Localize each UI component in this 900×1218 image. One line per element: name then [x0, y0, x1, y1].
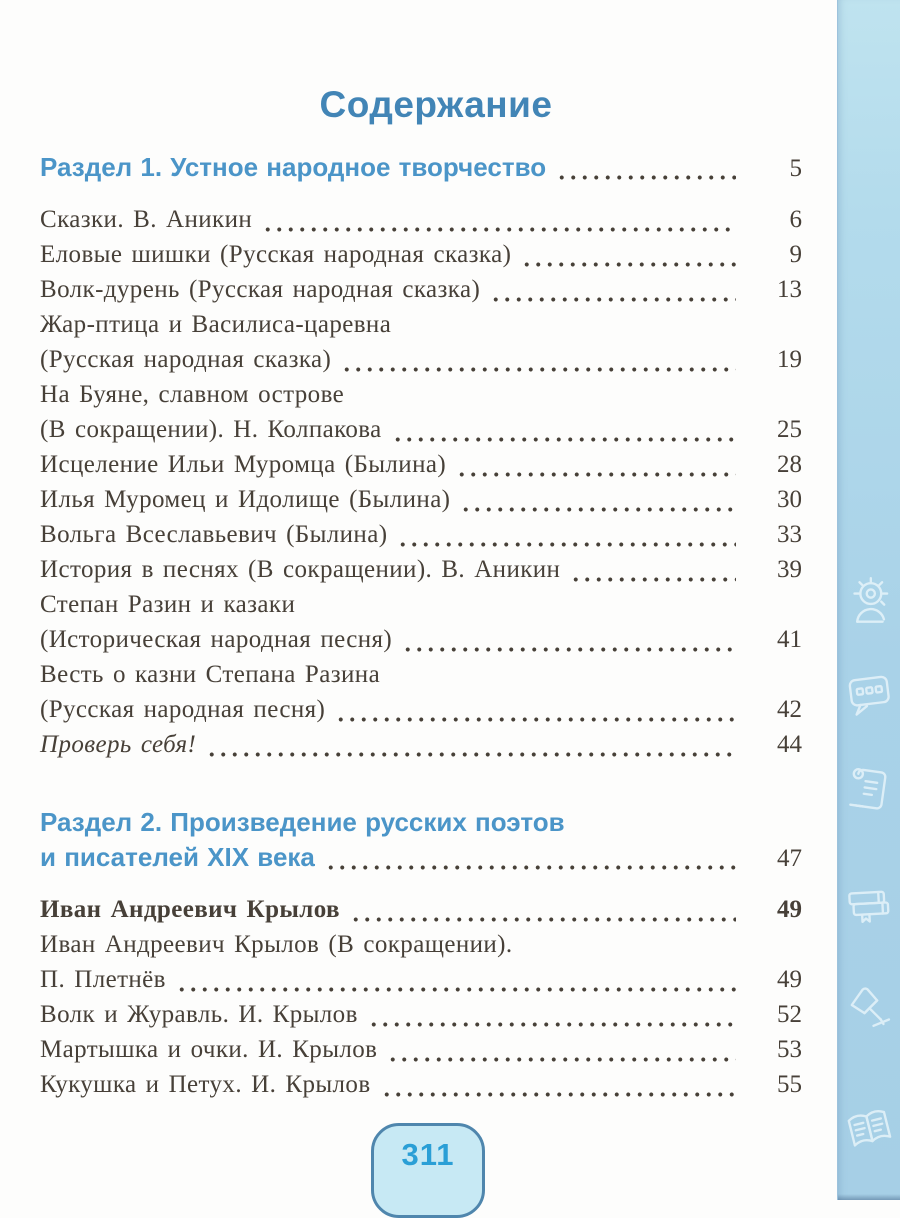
toc-line: [40, 587, 802, 622]
open-book-icon: [840, 1082, 898, 1172]
toc-line: [40, 622, 802, 657]
toc-entry: [40, 892, 802, 927]
toc-line: [40, 482, 802, 517]
dot-leader: [368, 997, 736, 1032]
page-number-badge: [371, 1123, 485, 1218]
dot-leader: [402, 622, 736, 657]
toc-line-text: Раздел 1. Устное народное творчество: [40, 152, 547, 182]
toc-line-text: и писателей XIX века: [40, 842, 315, 872]
toc-entry: [40, 1067, 802, 1102]
toc-page-number: 33: [777, 521, 802, 548]
toc-line-text: Исцеление Ильи Муромца (Былина): [40, 451, 447, 478]
toc-line-text: Волк-дурень (Русская народная сказка): [40, 276, 481, 303]
toc-page-number: 49: [777, 966, 802, 993]
toc-line: [40, 272, 802, 307]
toc-page-number: 52: [777, 1001, 802, 1028]
toc-line: [40, 1032, 802, 1067]
dot-leader: [460, 482, 736, 517]
toc-entry: [40, 927, 802, 997]
toc-page-number: 39: [777, 556, 802, 583]
toc-entry: [40, 517, 802, 552]
toc-entry: [40, 727, 802, 762]
dot-leader: [341, 342, 736, 377]
toc-line: [40, 150, 802, 185]
dot-leader: [176, 962, 736, 997]
toc-line-text: П. Плетнёв: [40, 966, 166, 993]
toc-line-text: Мартышка и очки. И. Крылов: [40, 1036, 378, 1063]
toc-entry: [40, 202, 802, 237]
toc-line-text: Иван Андреевич Крылов: [40, 896, 340, 923]
toc-entry: [40, 552, 802, 587]
books-stack-icon: [840, 874, 898, 940]
dot-leader: [521, 237, 736, 272]
toc-entry: [40, 482, 802, 517]
toc-line-text: Вольга Всеславьевич (Былина): [40, 521, 388, 548]
toc-line-text: (Русская народная сказка): [40, 346, 332, 373]
toc-entry: [40, 307, 802, 377]
page-number: 311: [401, 1137, 455, 1172]
toc-line-text: Волк и Журавль. И. Крылов: [40, 1001, 358, 1028]
toc-line-text: Иван Андреевич Крылов (В сокращении).: [40, 931, 513, 958]
toc-entry: [40, 377, 802, 447]
toc-page-number: 55: [777, 1071, 802, 1098]
toc-page-number: 25: [777, 416, 802, 443]
toc-line-text: Кукушка и Петух. И. Крылов: [40, 1071, 371, 1098]
toc-page-number: 5: [789, 155, 802, 182]
toc-line-text: (Русская народная песня): [40, 696, 326, 723]
decorative-side-strip: [837, 0, 900, 1200]
toc-line: [40, 377, 802, 412]
toc-page-number: 13: [777, 276, 802, 303]
toc-line-text: На Буяне, славном острове: [40, 381, 345, 408]
toc-line-text: Сказки. В. Аникин: [40, 206, 253, 233]
toc-entry: [40, 447, 802, 482]
toc-page-number: 19: [777, 346, 802, 373]
toc-page-number: 47: [777, 845, 802, 872]
dot-leader: [570, 552, 736, 587]
toc-line: [40, 412, 802, 447]
toc-line: [40, 892, 802, 927]
toc-line: [40, 237, 802, 272]
toc-line-text: Илья Муромец и Идолище (Былина): [40, 486, 451, 513]
scroll-icon: [840, 756, 898, 822]
toc-entry: [40, 587, 802, 657]
dot-leader: [325, 840, 736, 875]
toc-list: [40, 150, 802, 1102]
toc-line-text: История в песнях (В сокращении). В. Аникин: [40, 556, 561, 583]
toc-section-heading: [40, 150, 802, 185]
dot-leader: [335, 692, 736, 727]
toc-line: [40, 927, 802, 962]
page-title: Содержание: [319, 84, 553, 125]
toc-line: [40, 517, 802, 552]
toc-line: [40, 342, 802, 377]
dot-leader: [350, 892, 736, 927]
toc-page-number: 53: [777, 1036, 802, 1063]
toc-line: [40, 307, 802, 342]
dot-leader: [392, 412, 736, 447]
dot-leader: [556, 150, 736, 185]
toc-line-text: (Историческая народная песня): [40, 626, 393, 653]
toc-line: [40, 840, 802, 875]
toc-line: [40, 552, 802, 587]
desk-lamp-icon: [840, 972, 898, 1038]
dot-leader: [387, 1032, 736, 1067]
toc-line-text: Весть о казни Степана Разина: [40, 661, 381, 688]
toc-entry: [40, 657, 802, 727]
toc-line: [40, 692, 802, 727]
toc-line-text: Еловые шишки (Русская народная сказка): [40, 241, 512, 268]
toc-line: [40, 805, 802, 840]
toc-page-number: 30: [777, 486, 802, 513]
toc-line-text: Степан Разин и казаки: [40, 591, 296, 618]
toc-page-number: 6: [789, 206, 802, 233]
dot-leader: [381, 1067, 736, 1102]
toc-line: [40, 997, 802, 1032]
toc-content: [40, 84, 802, 1102]
toc-entry: [40, 237, 802, 272]
dot-leader: [456, 447, 736, 482]
chat-bubble-icon: [840, 660, 898, 726]
dot-leader: [490, 272, 736, 307]
person-gear-icon: [840, 566, 898, 632]
toc-line: [40, 1067, 802, 1102]
dot-leader: [206, 727, 736, 762]
toc-entry: [40, 272, 802, 307]
toc-section-heading: [40, 805, 802, 875]
toc-page-number: 41: [777, 626, 802, 653]
toc-line: [40, 657, 802, 692]
toc-page-number: 49: [777, 896, 802, 923]
toc-page-number: 28: [777, 451, 802, 478]
dot-leader: [262, 202, 736, 237]
toc-page-number: 9: [789, 241, 802, 268]
toc-entry: [40, 1032, 802, 1067]
toc-line: [40, 727, 802, 762]
toc-line: [40, 962, 802, 997]
toc-line-text: Проверь себя!: [40, 731, 197, 758]
dot-leader: [397, 517, 736, 552]
toc-page-number: 44: [777, 731, 802, 758]
toc-line-text: (В сокращении). Н. Колпакова: [40, 416, 382, 443]
toc-line-text: Жар-птица и Василиса-царевна: [40, 311, 392, 338]
toc-line: [40, 202, 802, 237]
toc-page-number: 42: [777, 696, 802, 723]
toc-line-text: Раздел 2. Произведение русских поэтов: [40, 807, 565, 837]
toc-entry: [40, 997, 802, 1032]
toc-line: [40, 447, 802, 482]
